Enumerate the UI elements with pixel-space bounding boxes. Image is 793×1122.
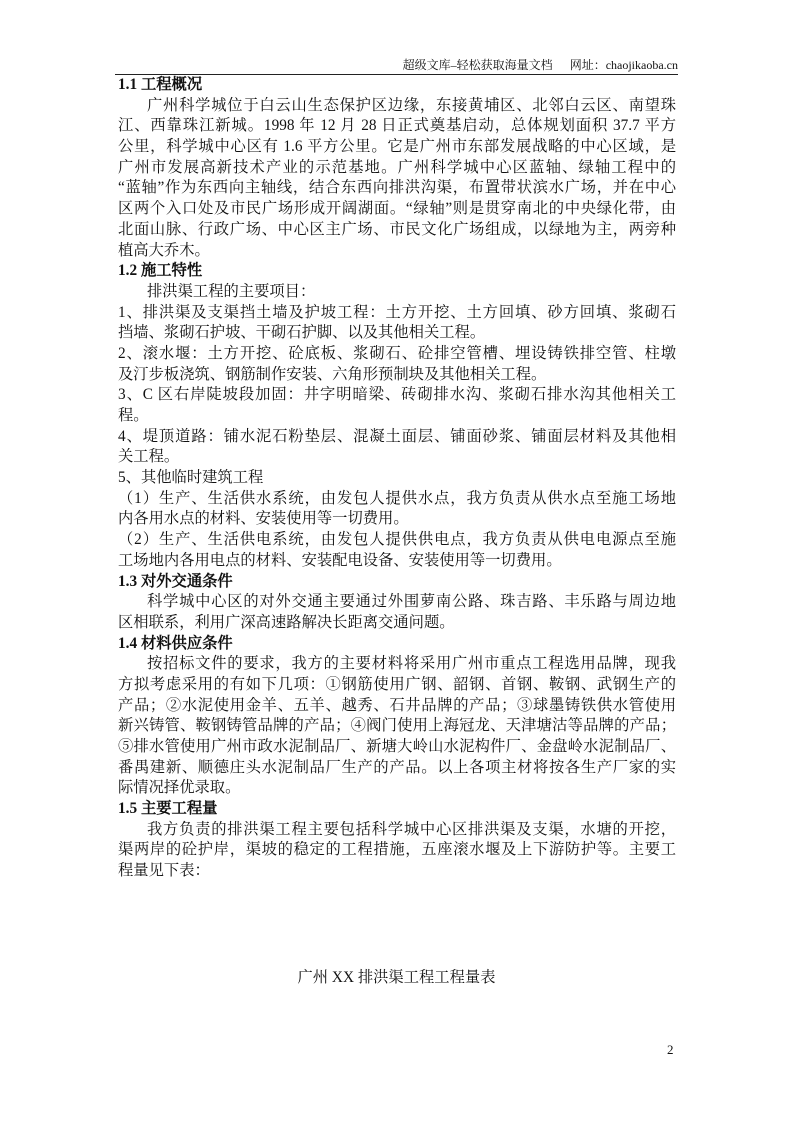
section: [118, 572, 676, 634]
text-line: 我方负责的排洪渠工程主要包括科学城中心区排洪渠及支渠，水塘的开挖，: [147, 820, 676, 838]
text-line: 公里，科学城中心区有 1.6 平方公里。它是广州市东部发展战略的中心区域，是: [118, 138, 676, 156]
text-line: 广州市发展高新技术产业的示范基地。广州科学城中心区蓝轴、绿轴工程中的: [118, 158, 676, 176]
text-line: 新兴铸管、鞍钢铸管品牌的产品；④阀门使用上海冠龙、天津塘沽等品牌的产品；: [118, 717, 676, 735]
section: [118, 799, 676, 882]
paragraph: [118, 820, 676, 882]
text-line: 内各用水点的材料、安装使用等一切费用。: [118, 510, 409, 528]
section: [118, 634, 676, 800]
text-line: 北面山脉、行政广场、中心区主广场、市民文化广场组成，以绿地为主，两旁种: [118, 220, 676, 238]
section: [118, 75, 676, 261]
text-line: 江、西靠珠江新城。1998 年 12 月 28 日正式奠基启动，总体规划面积 37.7 平方: [118, 117, 676, 135]
section-heading: 1.1 工程概况: [118, 76, 203, 93]
text-line: 程量见下表：: [118, 862, 210, 880]
text-line: 植高大乔木。: [118, 241, 210, 259]
paragraph: [118, 427, 676, 468]
paragraph: [118, 303, 676, 344]
text-line: （1）生产、生活供水系统，由发包人提供水点，我方负责从供水点至施工场地: [118, 489, 676, 507]
paragraph: [118, 96, 676, 262]
text-line: 际情况择优录取。: [118, 779, 241, 797]
paragraph: [118, 282, 676, 303]
text-line: 关工程。: [118, 448, 180, 466]
text-line: 区相联系，利用广深高速路解决长距离交通问题。: [118, 613, 455, 631]
text-line: 工场地内各用电点的材料、安装配电设备、安装使用等一切费用。: [118, 551, 562, 569]
text-line: 番禺建新、顺德庄头水泥制品厂生产的产品。以上各项主材将按各生产厂家的实: [118, 758, 676, 776]
page-header: [115, 57, 678, 75]
text-line: 排洪渠工程的主要项目：: [147, 282, 316, 300]
text-line: 渠两岸的砼护岸，渠坡的稳定的工程措施，五座滚水堰及上下游防护等。主要工: [118, 841, 676, 859]
text-line: （2）生产、生活供电系统，由发包人提供供电点，我方负责从供电电源点至施: [118, 531, 676, 549]
text-line: 区两个入口处及市民广场形成开阔湖面。“绿轴”则是贯穿南北的中央绿化带，由: [118, 200, 676, 218]
section-heading: 1.5 主要工程量: [118, 800, 218, 818]
paragraph: [118, 592, 676, 633]
text-line: “蓝轴”作为东西向主轴线，结合东西向排洪沟渠，布置带状滨水广场，并在中心: [118, 179, 676, 197]
text-line: 5、其他临时建筑工程: [118, 469, 264, 487]
text-line: 程。: [118, 407, 149, 424]
section: [118, 261, 676, 571]
paragraph: [118, 344, 676, 385]
header-site-name: 超级文库–轻松获取海量文档: [402, 58, 553, 72]
document-body: [118, 75, 676, 882]
text-line: 产品；②水泥使用金羊、五羊、越秀、石井品牌的产品；③球墨铸铁供水管使用: [118, 696, 676, 714]
paragraph: [118, 654, 676, 799]
page-number: 2: [667, 1042, 674, 1057]
text-line: 挡墙、浆砌石护坡、干砌石护脚、以及其他相关工程。: [118, 324, 486, 342]
paragraph: [118, 468, 676, 489]
text-line: 广州科学城位于白云山生态保护区边缘，东接黄埔区、北邻白云区、南望珠: [147, 96, 676, 114]
text-line: 1、排洪渠及支渠挡土墙及护坡工程：土方开挖、土方回填、砂方回填、浆砌石: [118, 303, 676, 321]
text-line: 4、堤顶道路：铺水泥石粉垫层、混凝土面层、铺面砂浆、铺面层材料及其他相: [118, 427, 676, 445]
text-line: 按招标文件的要求，我方的主要材料将采用广州市重点工程选用品牌，现我: [147, 655, 676, 673]
section-heading: 1.4 材料供应条件: [118, 634, 233, 652]
text-line: ⑤排水管使用广州市政水泥制品厂、新塘大岭山水泥构件厂、金盘岭水泥制品厂、: [118, 738, 676, 755]
section-heading: 1.3 对外交通条件: [118, 572, 233, 590]
text-line: 方拟考虑采用的有如下几项：①钢筋使用广钢、韶钢、首钢、鞍钢、武钢生产的: [118, 675, 676, 693]
text-line: 科学城中心区的对外交通主要通过外围萝南公路、珠吉路、丰乐路与周边地: [147, 593, 676, 611]
table-title: 广州 XX 排洪渠工程工程量表: [297, 969, 496, 986]
header-url: 网址：chaojikaoba.cn: [569, 58, 678, 72]
paragraph: [118, 530, 676, 571]
paragraph: [118, 385, 676, 426]
paragraph: [118, 489, 676, 530]
section-heading: 1.2 施工特性: [118, 262, 203, 280]
text-line: 及汀步板浇筑、钢筋制作安装、六角形预制块及其他相关工程。: [118, 365, 547, 383]
text-line: 3、C 区右岸陡坡段加固：井字明暗梁、砖砌排水沟、浆砌石排水沟其他相关工: [118, 386, 676, 404]
text-line: 2、滚水堰：土方开挖、砼底板、浆砌石、砼排空管槽、埋设铸铁排空管、柱墩: [118, 344, 676, 362]
